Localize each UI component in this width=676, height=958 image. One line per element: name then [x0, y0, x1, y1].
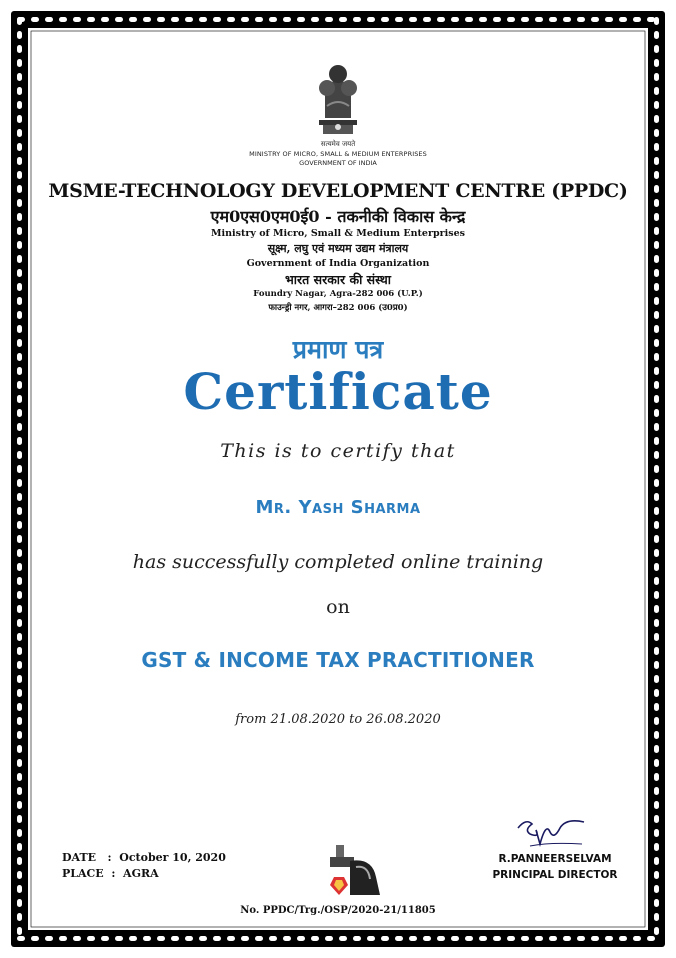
- organization-name: MSME-TECHNOLOGY DEVELOPMENT CENTRE (PPDC): [48, 180, 628, 202]
- address-hindi: फाउन्ड्री नगर, आगरा–282 006 (उ0प्र0): [268, 303, 408, 313]
- course-name: GST & INCOME TAX PRACTITIONER: [141, 648, 535, 672]
- organization-name-hindi: एम0एस0एम0ई0 - तकनीकी विकास केन्द्र: [210, 207, 466, 226]
- emblem-ministry: MINISTRY OF MICRO, SMALL & MEDIUM ENTERPRISES: [249, 150, 427, 158]
- date-place-block: [62, 850, 226, 882]
- government-organization-hindi: भारत सरकार की संस्था: [285, 272, 391, 287]
- certify-text: This is to certify that: [220, 440, 456, 462]
- date-line: DATE : October 10, 2020: [62, 851, 226, 864]
- government-organization: Government of India Organization: [246, 258, 430, 269]
- certificate-number: No. PPDC/Trg./OSP/2020-21/11805: [240, 905, 436, 916]
- address: Foundry Nagar, Agra-282 006 (U.P.): [253, 289, 423, 299]
- place-line: PLACE : AGRA: [62, 867, 159, 880]
- signatory-title: PRINCIPAL DIRECTOR: [492, 869, 618, 881]
- ministry-name: Ministry of Micro, Small & Medium Enterprises: [211, 228, 465, 239]
- certificate-title-hindi: प्रमाण पत्र: [292, 335, 384, 364]
- ministry-name-hindi: सूक्ष्म, लघु एवं मध्यम उद्यम मंत्रालय: [267, 242, 409, 255]
- recipient-name: Mr. Yash Sharma: [255, 497, 421, 518]
- signatory-block: [490, 851, 620, 883]
- national-emblem-icon: [303, 58, 373, 142]
- training-period: from 21.08.2020 to 26.08.2020: [235, 712, 441, 727]
- on-text: on: [326, 596, 350, 618]
- certificate-title: Certificate: [183, 362, 493, 421]
- ppdc-logo-icon: [322, 843, 386, 897]
- completed-text: has successfully completed online training: [132, 551, 544, 573]
- signatory-name: R.PANNEERSELVAM: [498, 853, 612, 865]
- signature-icon: [510, 810, 590, 852]
- emblem-motto: सत्यमेव जयते: [320, 140, 356, 148]
- emblem-government: GOVERNMENT OF INDIA: [299, 159, 377, 167]
